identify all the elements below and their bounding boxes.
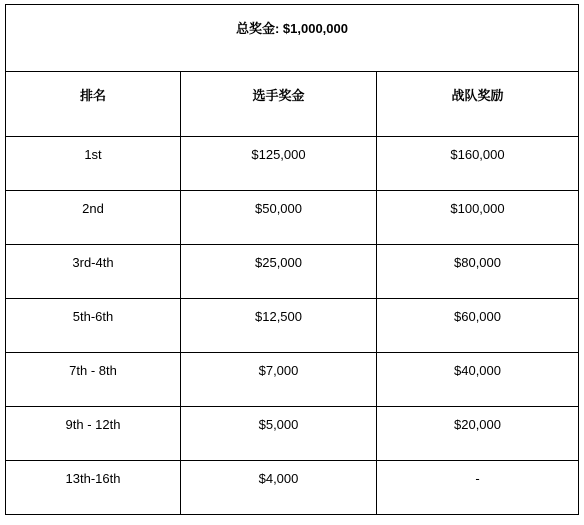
player-prize-cell xyxy=(181,191,377,245)
player-prize-value: $25,000 xyxy=(255,255,302,270)
team-reward-value: - xyxy=(475,471,480,486)
rank-cell xyxy=(6,191,181,245)
player-prize-cell xyxy=(181,461,377,515)
player-prize-cell xyxy=(181,245,377,299)
header-team-reward xyxy=(377,72,579,137)
prize-table xyxy=(5,4,579,515)
player-prize-cell xyxy=(181,407,377,461)
player-prize-value: $5,000 xyxy=(258,417,299,432)
team-reward-value: $40,000 xyxy=(454,363,501,378)
total-prize-title-cell xyxy=(6,5,579,72)
team-reward-value: $100,000 xyxy=(450,201,505,216)
table-row xyxy=(6,353,579,407)
rank-cell xyxy=(6,299,181,353)
rank-cell xyxy=(6,407,181,461)
rank-value: 5th-6th xyxy=(72,309,114,324)
rank-value: 9th - 12th xyxy=(65,417,121,432)
player-prize-value: $4,000 xyxy=(258,471,299,486)
total-prize-title: 总奖金: $1,000,000 xyxy=(235,21,348,36)
header-player-prize xyxy=(181,72,377,137)
rank-cell xyxy=(6,245,181,299)
table-row xyxy=(6,245,579,299)
rank-cell xyxy=(6,461,181,515)
team-reward-cell xyxy=(377,245,579,299)
team-reward-cell xyxy=(377,137,579,191)
team-reward-value: $160,000 xyxy=(450,147,505,162)
team-reward-cell xyxy=(377,461,579,515)
team-reward-cell xyxy=(377,407,579,461)
team-reward-value: $60,000 xyxy=(454,309,501,324)
player-prize-cell xyxy=(181,353,377,407)
rank-value: 13th-16th xyxy=(65,471,121,486)
rank-value: 1st xyxy=(84,147,102,162)
header-rank-label: 排名 xyxy=(79,88,106,103)
rank-value: 7th - 8th xyxy=(69,363,117,378)
header-rank xyxy=(6,72,181,137)
title-row xyxy=(6,5,579,72)
table-row xyxy=(6,299,579,353)
player-prize-cell xyxy=(181,137,377,191)
table-row xyxy=(6,191,579,245)
rank-value: 2nd xyxy=(82,201,104,216)
table-row xyxy=(6,461,579,515)
team-reward-value: $80,000 xyxy=(454,255,501,270)
player-prize-value: $12,500 xyxy=(255,309,302,324)
table-row xyxy=(6,137,579,191)
player-prize-value: $125,000 xyxy=(251,147,306,162)
table-row xyxy=(6,407,579,461)
team-reward-cell xyxy=(377,299,579,353)
header-player-prize-label: 选手奖金 xyxy=(252,88,305,103)
rank-value: 3rd-4th xyxy=(72,255,114,270)
header-row xyxy=(6,72,579,137)
rank-cell xyxy=(6,353,181,407)
player-prize-cell xyxy=(181,299,377,353)
player-prize-value: $7,000 xyxy=(258,363,299,378)
team-reward-cell xyxy=(377,353,579,407)
player-prize-value: $50,000 xyxy=(255,201,302,216)
rank-cell xyxy=(6,137,181,191)
header-team-reward-label: 战队奖励 xyxy=(451,88,504,103)
team-reward-cell xyxy=(377,191,579,245)
team-reward-value: $20,000 xyxy=(454,417,501,432)
